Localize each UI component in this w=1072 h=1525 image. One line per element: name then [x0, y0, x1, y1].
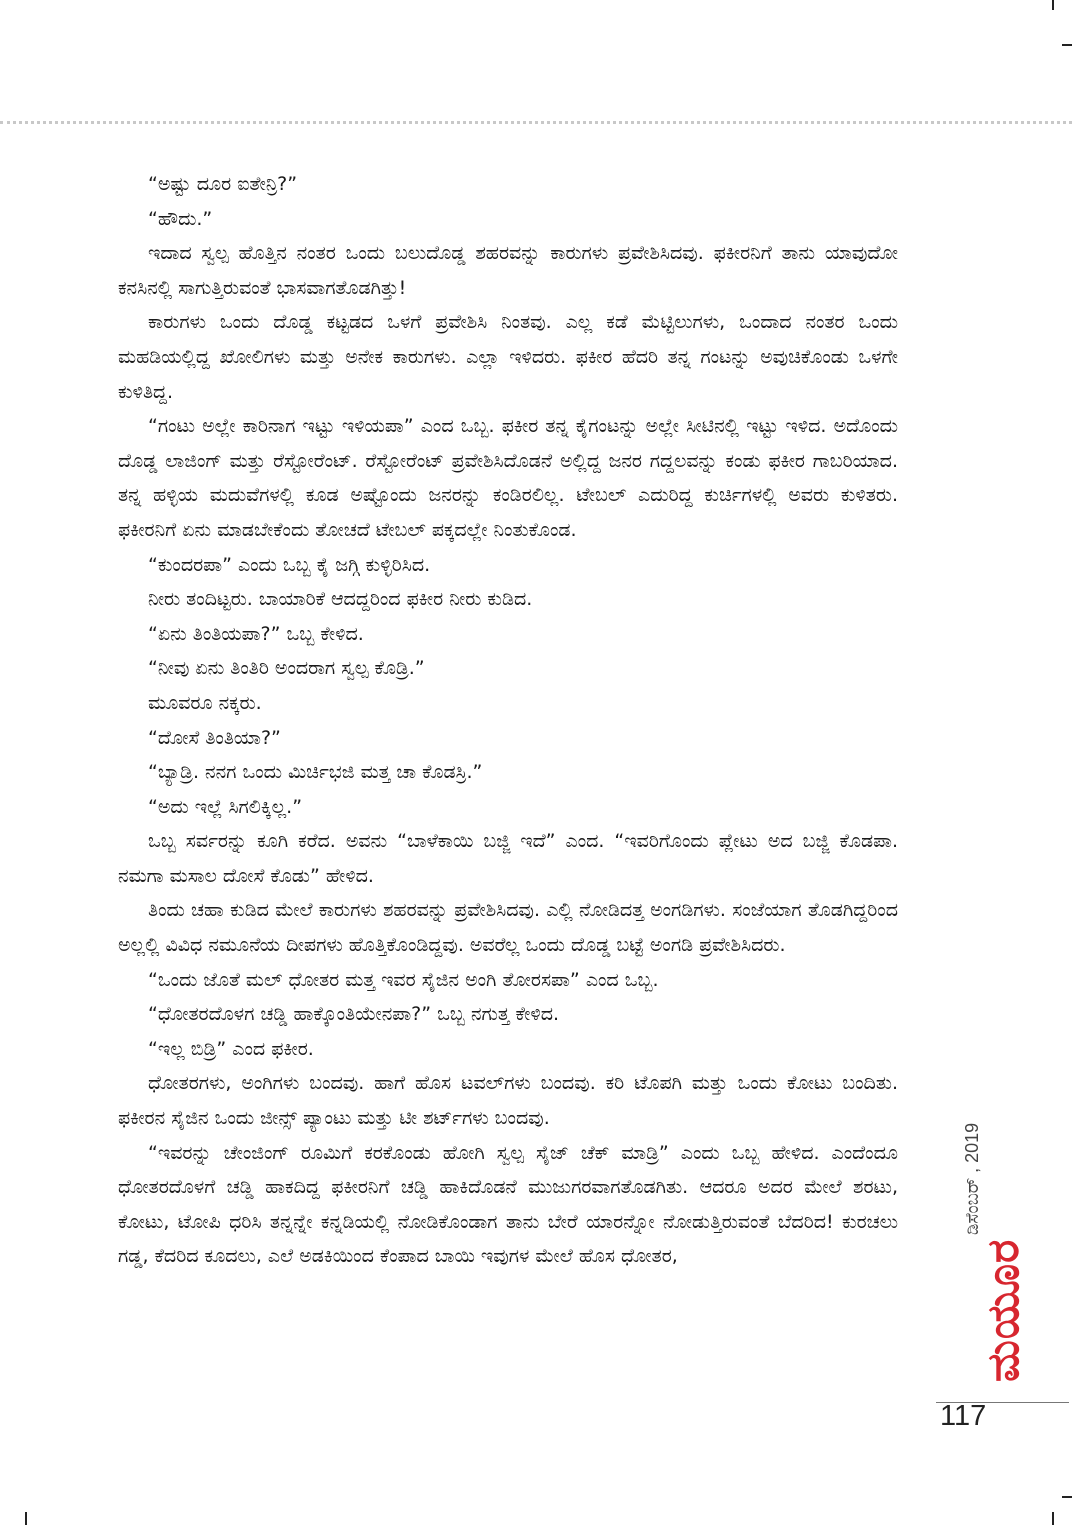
paragraph: “ದೋಸೆ ತಿಂತಿಯಾ?” [148, 726, 281, 749]
article-body [118, 167, 898, 1274]
paragraph: ಧೋತರಗಳು, ಅಂಗಿಗಳು ಬಂದವು. ಹಾಗೆ ಹೊಸ ಟವಲ್‌ಗಳು ಬಂದವು. ಕರಿ ಟೊಪಗಿ ಮತ್ತು ಒಂದು ಕೋಟು ಬಂದಿತು. ಫಕೀರನ ಸೈಜಿನ ಒಂದು ಜೀನ್ಸ್ ಪ್ಯಾಂಟು ಮತ್ತು ಟೀ ಶರ್ಟ್‌ಗಳು ಬಂದವು. [118, 1072, 898, 1130]
paragraph: ನೀರು ತಂದಿಟ್ಟರು. ಬಾಯಾರಿಕೆ ಆದದ್ದರಿಂದ ಫಕೀರ ನೀರು ಕುಡಿದ. [148, 588, 533, 611]
paragraph: ಕಾರುಗಳು ಒಂದು ದೊಡ್ಡ ಕಟ್ಟಡದ ಒಳಗೆ ಪ್ರವೇಶಿಸಿ ನಿಂತವು. ಎಲ್ಲ ಕಡೆ ಮೆಟ್ಟಿಲುಗಳು, ಒಂದಾದ ನಂತರ ಒಂದು ಮಹಡಿಯಲ್ಲಿದ್ದ ಖೋಲಿಗಳು ಮತ್ತು ಅನೇಕ ಕಾರುಗಳು. ಎಲ್ಲಾ ಇಳಿದರು. ಫಕೀರ ಹೆದರಿ ತನ್ನ ಗಂಟನ್ನು ಅವುಚಿಕೊಂಡು ಒಳಗೇ ಕುಳಿತಿದ್ದ. [118, 311, 898, 403]
crop-mark-top-right [1052, 0, 1054, 10]
paragraph: “ಕುಂದರಪಾ” ಎಂದು ಒಬ್ಬ ಕೈ ಜಗ್ಗಿ ಕುಳ್ಳಿರಿಸಿದ. [148, 553, 431, 576]
paragraph: “ಇವರನ್ನು ಚೇಂಜಿಂಗ್ ರೂಮಿಗೆ ಕರಕೊಂಡು ಹೋಗಿ ಸ್ವಲ್ಪ ಸೈಜ್ ಚೆಕ್ ಮಾಡ್ರಿ” ಎಂದು ಒಬ್ಬ ಹೇಳಿದ. ಎಂದೆಂದೂ ಧೋತರದೊಳಗೆ ಚಡ್ಡಿ ಹಾಕದಿದ್ದ ಫಕೀರನಿಗೆ ಚಡ್ಡಿ ಹಾಕಿದೊಡನೆ ಮುಜುಗರವಾಗತೊಡಗಿತು. ಆದರೂ ಅದರ ಮೇಲೆ ಶರಟು, ಕೋಟು, ಟೋಪಿ ಧರಿಸಿ ತನ್ನನ್ನೇ ಕನ್ನಡಿಯಲ್ಲಿ ನೋಡಿಕೊಂಡಾಗ ತಾನು ಬೇರೆ ಯಾರನ್ನೋ ನೋಡುತ್ತಿರುವಂತೆ ಬೆದರಿದ! ಕುರಚಲು ಗಡ್ಡ, ಕೆದರಿದ ಕೂದಲು, ಎಲೆ ಅಡಕಿಯಿಂದ ಕೆಂಪಾದ ಬಾಯಿ ಇವುಗಳ ಮೇಲೆ ಹೊಸ ಧೋತರ, [118, 1141, 898, 1268]
paragraph: “ಒಂದು ಜೊತೆ ಮಲ್ ಧೋತರ ಮತ್ತ ಇವರ ಸೈಜಿನ ಅಂಗಿ ತೋರಸಪಾ” ಎಂದ ಒಬ್ಬ. [148, 968, 659, 991]
crop-mark-bottom-right [1052, 1512, 1054, 1525]
crop-mark-bottom-left [25, 1512, 27, 1525]
crop-mark-right-upper [1062, 44, 1072, 46]
paragraph: “ಅಷ್ಟು ದೂರ ಐತೇನ್ರಿ?” [148, 173, 298, 195]
paragraph: “ಹೌದು.” [148, 207, 213, 230]
crop-mark-right-lower [1062, 1496, 1072, 1498]
paragraph: “ಗಂಟು ಅಲ್ಲೇ ಕಾರಿನಾಗ ಇಟ್ಟು ಇಳಿಯಪಾ” ಎಂದ ಒಬ್ಬ. ಫಕೀರ ತನ್ನ ಕೈಗಂಟನ್ನು ಅಲ್ಲೇ ಸೀಟಿನಲ್ಲಿ ಇಟ್ಟು ಇಳಿದ. ಅದೊಂದು ದೊಡ್ಡ ಲಾಜಿಂಗ್ ಮತ್ತು ರೆಸ್ಟೋರೆಂಟ್. ರೆಸ್ಟೋರೆಂಟ್ ಪ್ರವೇಶಿಸಿದೊಡನೆ ಅಲ್ಲಿದ್ದ ಜನರ ಗದ್ದಲವನ್ನು ಕಂಡು ಫಕೀರ ಗಾಬರಿಯಾದ. ತನ್ನ ಹಳ್ಳಿಯ ಮದುವೆಗಳಲ್ಲಿ ಕೂಡ ಅಷ್ಟೊಂದು ಜನರನ್ನು ಕಂಡಿರಲಿಲ್ಲ. ಟೇಬಲ್ ಎದುರಿದ್ದ ಕುರ್ಚಿಗಳಲ್ಲಿ ಅವರು ಕುಳಿತರು. ಫಕೀರನಿಗೆ ಏನು ಮಾಡಬೇಕೆಂದು ತೋಚದೆ ಟೇಬಲ್ ಪಕ್ಕದಲ್ಲೇ ನಿಂತುಕೊಂಡ. [118, 415, 898, 541]
paragraph: “ಇಲ್ಲ ಬಿಡ್ರಿ” ಎಂದ ಫಕೀರ. [148, 1037, 314, 1060]
issue-date: ಡಿಸೆಂಬರ್ , 2019 [962, 1122, 982, 1235]
paragraph: ಮೂವರೂ ನಕ್ಕರು. [148, 691, 262, 714]
paragraph: “ನೀವು ಏನು ತಿಂತಿರಿ ಅಂದರಾಗ ಸ್ವಲ್ಪ ಕೊಡ್ರಿ.” [148, 657, 425, 680]
paragraph: ತಿಂದು ಚಹಾ ಕುಡಿದ ಮೇಲೆ ಕಾರುಗಳು ಶಹರವನ್ನು ಪ್ರವೇಶಿಸಿದವು. ಎಲ್ಲಿ ನೋಡಿದತ್ತ ಅಂಗಡಿಗಳು. ಸಂಜೆಯಾಗ ತೊಡಗಿದ್ದರಿಂದ ಅಲ್ಲಲ್ಲಿ ವಿವಿಧ ನಮೂನೆಯ ದೀಪಗಳು ಹೊತ್ತಿಕೊಂಡಿದ್ದವು. ಅವರೆಲ್ಲ ಒಂದು ದೊಡ್ಡ ಬಟ್ಟೆ ಅಂಗಡಿ ಪ್ರವೇಶಿಸಿದರು. [118, 899, 898, 957]
paragraph: “ಬ್ಯಾಡ್ರಿ. ನನಗ ಒಂದು ಮಿರ್ಚಿಭಜಿ ಮತ್ತ ಚಾ ಕೊಡಸ್ರಿ.” [148, 761, 483, 784]
magazine-logo: ಮಯೂರ [978, 1238, 1029, 1382]
page-number: 117 [940, 1400, 987, 1432]
paragraph: ಒಬ್ಬ ಸರ್ವರನ್ನು ಕೂಗಿ ಕರೆದ. ಅವನು “ಬಾಳೆಕಾಯಿ ಬಜ್ಜಿ ಇದೆ” ಎಂದ. “ಇವರಿಗೊಂದು ಪ್ಲೇಟು ಅದ ಬಜ್ಜಿ ಕೊಡಪಾ. ನಮಗಾ ಮಸಾಲ ದೋಸೆ ಕೊಡು” ಹೇಳಿದ. [118, 830, 898, 887]
paragraph: “ಅದು ಇಲ್ಲೆ ಸಿಗಲಿಕ್ಕಿಲ್ಲ.” [148, 795, 303, 818]
paragraph: ಇದಾದ ಸ್ವಲ್ಪ ಹೊತ್ತಿನ ನಂತರ ಒಂದು ಬಲುದೊಡ್ಡ ಶಹರವನ್ನು ಕಾರುಗಳು ಪ್ರವೇಶಿಸಿದವು. ಫಕೀರನಿಗೆ ತಾನು ಯಾವುದೋ ಕನಸಿನಲ್ಲಿ ಸಾಗುತ್ತಿರುವಂತೆ ಭಾಸವಾಗತೊಡಗಿತ್ತು! [118, 242, 898, 299]
paragraph: “ಧೋತರದೊಳಗ ಚಡ್ಡಿ ಹಾಕ್ಕೊಂತಿಯೇನಪಾ?” ಒಬ್ಬ ನಗುತ್ತ ಕೇಳಿದ. [148, 1003, 560, 1026]
paragraph: “ಏನು ತಿಂತಿಯಪಾ?” ಒಬ್ಬ ಕೇಳಿದ. [148, 622, 364, 645]
header-dotted-divider [0, 121, 1072, 124]
